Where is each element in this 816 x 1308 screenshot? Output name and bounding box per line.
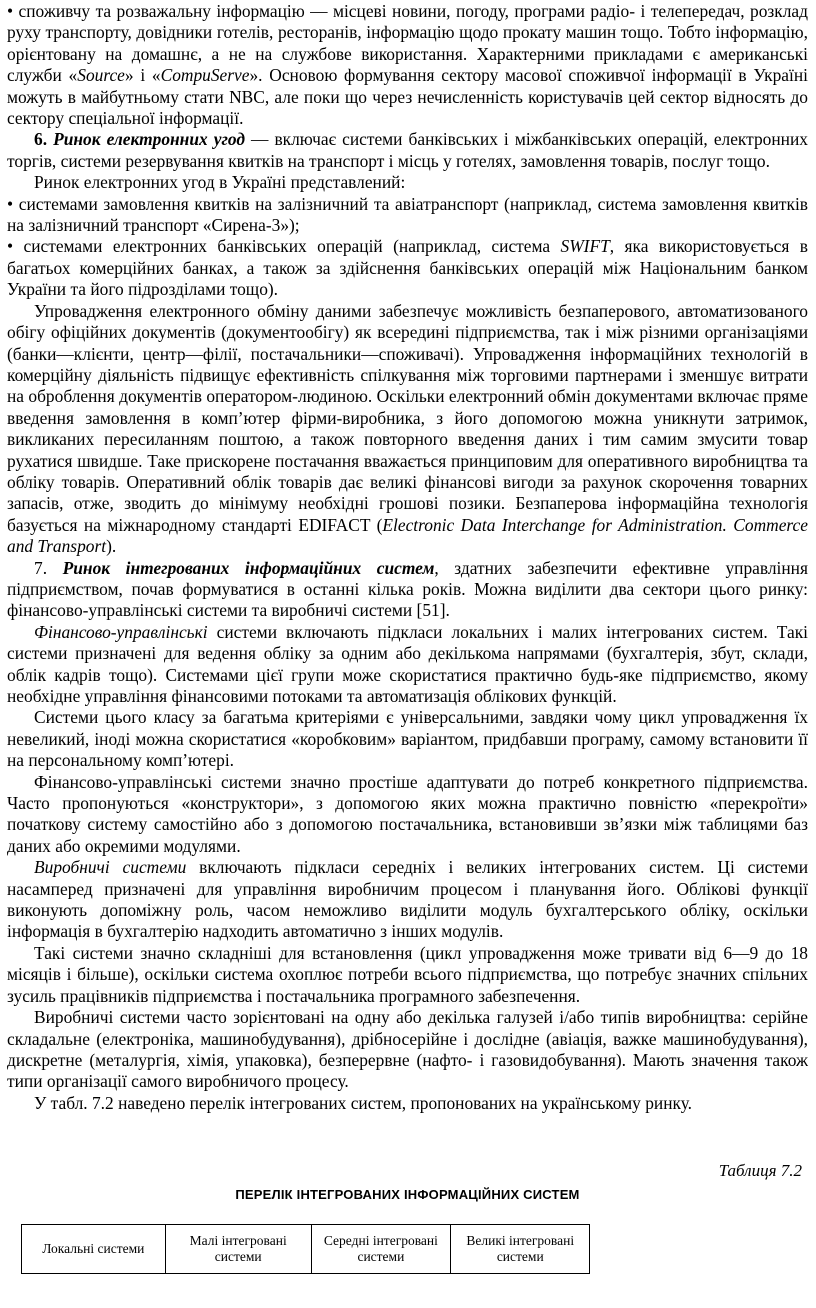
edifact-expansion: Electronic Data Interchange for Administration. Commerce and Transport <box>7 514 808 557</box>
term-production: Виробничі системи <box>34 857 187 878</box>
swift-term: SWIFT <box>560 236 610 257</box>
table-header-row <box>22 1225 809 1274</box>
table-number: Таблиця 7.2 <box>718 1161 802 1181</box>
paragraph-production-systems: Виробничі системи включають підкласи середніх і великих інтегрованих систем. Ці системи насамперед призначені для управління виробничим процесом і планування його. Облікові функції виконують допоміжну роль, часом неможливо виділити модуль бухгалтерського обліку, оскільки інформація в бухгалтерію надходить автоматично з інших модулів. <box>7 857 808 942</box>
table-header-cell: Середні інтегровані системи <box>311 1225 450 1274</box>
section-heading: Ринок електронних угод <box>53 129 245 150</box>
paragraph-electronic-deals: 6. Ринок електронних угод — включає системи банківських і міжбанківських операцій, електронних торгів, системи резервування квитків на транспорт і місць у готелях, замовлення товарів, послуг тощо. <box>7 129 808 171</box>
paragraph-table-ref: У табл. 7.2 наведено перелік інтегрованих систем, пропонованих на українському ринку. <box>34 1092 693 1113</box>
paragraph-installation: Такі системи значно складніші для встановлення (цикл упровадження може тривати від 6—9 до 18 місяців і більше), оскільки система охоплює потреби всього підприємства, що потребує значних спільних зусиль працівників підприємства і постачальника програмного забезпечення. <box>7 942 808 1006</box>
table-header-cell: Великі інтегровані системи <box>451 1225 590 1274</box>
item-number: 7. <box>34 557 48 578</box>
term-financial: Фінансово-управлінські <box>34 621 208 642</box>
table-header-cell: Локальні системи <box>22 1225 166 1274</box>
paragraph-adaptation: Фінансово-управлінські системи значно простіше адаптувати до потреб конкретного підприємства. Часто пропонуються «конструктори», з допомогою яких можна практично повністю «перекроїти» початкову систему самостійно або з допомогою постачальника, встановивши зв’язки між таблицями баз даних або окремими модулями. <box>7 771 808 856</box>
paragraph-universal: Системи цього класу за багатьма критеріями є універсальними, завдяки чому цикл упровадження їх невеликий, іноді можна скористатися «коробковим» варіантом, придбавши програму, самому встановити її на персональному комп’ютері. <box>7 707 808 771</box>
service-compuserve: CompuServe <box>160 65 250 86</box>
item-number: 6. <box>34 129 48 150</box>
table-header-cell: Малі інтегровані системи <box>165 1225 311 1274</box>
systems-table <box>21 1224 808 1274</box>
list-item-tickets: • системами замовлення квитків на залізничний та авіатранспорт (наприклад, система замовлення квитків на залізничний транспорт «Сирена-3»); <box>7 194 808 237</box>
service-source: Source <box>77 65 125 86</box>
paragraph-integrated-systems: 7. Ринок інтегрованих інформаційних систем, здатних забезпечити ефективне управління підприємством, почав формуватися в останні кілька років. Можна виділити два сектори цього ринку: фінансово-управлінські системи та виробничі системи [51]. <box>7 557 808 621</box>
bullet-icon <box>7 194 19 214</box>
table-empty-cell <box>590 1225 808 1274</box>
paragraph-financial-systems: Фінансово-управлінські системи включають підкласи локальних і малих інтегрованих систем. Такі системи призначені для ведення обліку за одним або декількома напрямами (бухгалтерія, збут, склади, облік кадрів тощо). Системами цієї групи може скористатися практично будь-яке підприємство, якому необхідне управління фінансовими потоками та автоматизація облікових функцій. <box>7 621 808 706</box>
table-title: ПЕРЕЛІК ІНТЕГРОВАНИХ ІНФОРМАЦІЙНИХ СИСТЕМ <box>235 1187 580 1203</box>
bullet-icon <box>7 1 19 21</box>
paragraph-edi: Упровадження електронного обміну даними забезпечує можливість безпаперового, автоматизованого обігу офіційних документів (документообігу) як всередині підприємства, так і між різними організаціями (банки—клієнти, центр—філії, постачальники—споживачі). Упровадження інформаційних технологій в комерційну діяльність підвищує ефективність спілкування між торговими партнерами і зменшує витрати на оброблення документів оператором-людиною. Оскільки електронний обмін документами включає пряме введення замовлення в комп’ютер фірми-виробника, з його допомогою можна уникнути затримок, викликаних пересиланням поштою, а також повторного введення даних і тим самим змусити товар рухатися швидше. Таке прискорене постачання вважається принциповим для оперативного виробництва та обліку товарів. Оперативний облік товарів дає великі фінансові вигоди за рахунок скорочення товарних запасів, отже, зводить до мінімуму необхідні грошові позики. Безпаперова інформаційна технологія базується на міжнародному стандарті EDIFACT (Electronic Data Interchange for Administration. Commerce and Transport). <box>7 300 808 557</box>
section-heading: Ринок інтегрованих інформаційних систем <box>62 557 435 578</box>
paragraph-deals-ukraine: Ринок електронних угод в Україні представлений: <box>34 172 406 193</box>
bullet-icon <box>7 236 23 256</box>
paragraph-consumer-info: • споживчу та розважальну інформацію — місцеві новини, погоду, програми радіо- і телепередач, розклад руху транспорту, довідники готелів, ресторанів, інформацію щодо прокату машин тощо. Тобто інформацію, орієнтовану на домашнє, а не на службове використання. Характерними прикладами є американські служби «Source» і «CompuServe». Основою формування сектору масової споживчої інформації в Україні можуть в майбутньому стати NBC, але поки що через нечисленність користувачів цей сектор відносять до сектору спеціальної інформації. <box>7 1 808 129</box>
paragraph-industries: Виробничі системи часто зорієнтовані на одну або декілька галузей і/або типів виробництва: серійне складальне (електроніка, машинобудування), дрібносерійне і дослідне (авіація, важке машинобудування), дискретне (металургія, хімія, упаковка), безперервне (нафто- і газовидобування). Мають значення також типи організації самого виробничого процесу. <box>7 1007 808 1092</box>
list-item-banking: • системами електронних банківських операцій (наприклад, система SWIFT, яка використовується в багатьох комерційних банках, а також за здійснення банківських операцій між Національним банком України та його підрозділами тощо). <box>7 236 808 300</box>
